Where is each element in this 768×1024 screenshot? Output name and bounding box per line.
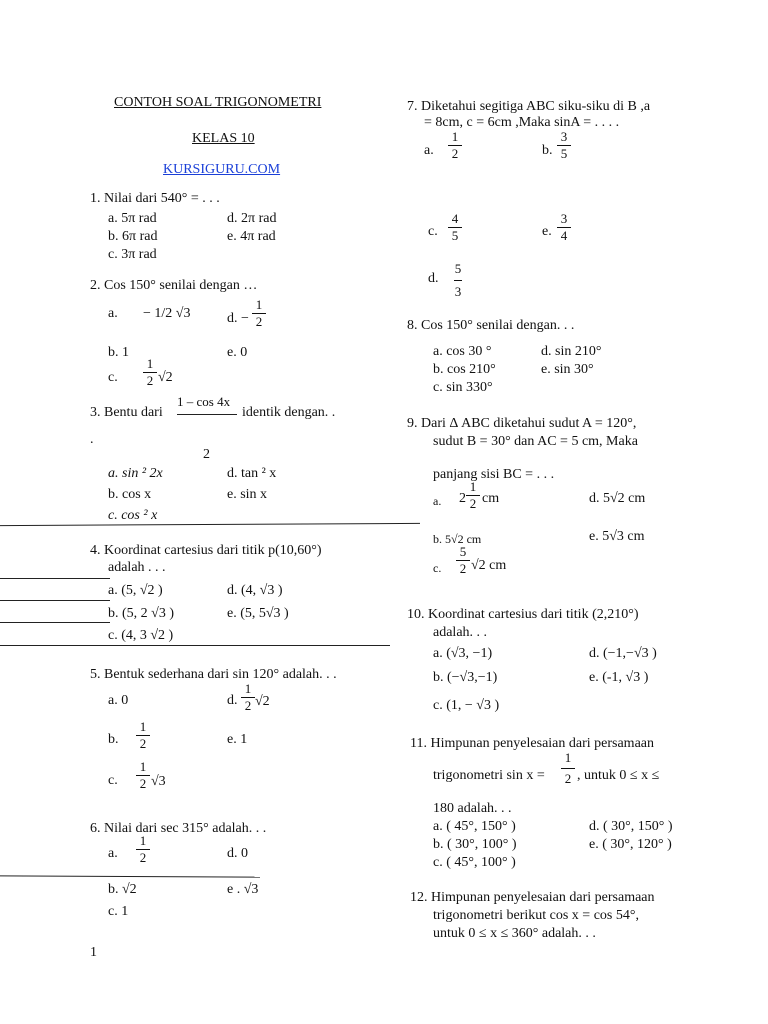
q10-option-d: d. (−1,−√3 ) (589, 646, 657, 661)
q9-option-c-label: c. (433, 561, 442, 575)
q10-option-a: a. (√3, −1) (433, 646, 493, 661)
question-3-stem: 3. Bentu dari (90, 405, 163, 420)
fraction-denominator: 2 (459, 561, 467, 576)
q8-option-d: d. sin 210° (541, 344, 602, 359)
q7-option-c-fraction (448, 212, 462, 243)
q9-option-a-unit: cm (482, 491, 500, 506)
question-4-stem-line2: adalah . . . (108, 560, 166, 575)
q11-fraction (561, 749, 575, 788)
q6-option-b: b. √2 (108, 882, 137, 897)
q5-option-b-label: b. (108, 732, 119, 747)
q5-option-a: a. 0 (108, 693, 129, 708)
q7-option-d-fraction (451, 260, 465, 301)
question-8-stem: 8. Cos 150° senilai dengan. . . (407, 318, 575, 333)
fraction-numerator: 5 (454, 261, 462, 276)
q3-option-b: b. cos x (108, 487, 152, 502)
question-11-stem: 11. Himpunan penyelesaian dari persamaan (410, 736, 655, 751)
q9-option-a-whole: 2 (459, 491, 466, 506)
scan-line (0, 578, 110, 579)
q8-option-a: a. cos 30 ° (433, 344, 492, 359)
q5-option-d-root: √2 (255, 694, 270, 709)
fraction-numerator: 1 (139, 833, 147, 848)
fraction-numerator: 5 (459, 544, 467, 559)
q3-expression-numerator: 1 – cos 4x (177, 394, 231, 409)
q3-expression-denominator: 2 (203, 447, 210, 462)
q6-option-d: d. 0 (227, 846, 248, 861)
q6-option-a-fraction (136, 834, 150, 865)
q5-option-c-root: √3 (151, 774, 166, 789)
fraction-denominator: 2 (564, 771, 572, 786)
scan-line (0, 600, 110, 601)
q9-option-d: d. 5√2 cm (589, 491, 646, 506)
question-3-stem-end: identik dengan. . (242, 405, 336, 420)
question-11-stem-line3: 180 adalah. . . (433, 801, 512, 816)
q11-option-b: b. ( 30°, 100° ) (433, 837, 517, 852)
q7-option-d-label: d. (428, 271, 439, 286)
q5-option-c-label: c. (108, 773, 118, 788)
q8-option-b: b. cos 210° (433, 362, 496, 377)
scan-line (0, 645, 390, 646)
q2-option-b: b. 1 (108, 345, 129, 360)
q11-option-a: a. ( 45°, 150° ) (433, 819, 516, 834)
question-9-stem-line3: panjang sisi BC = . . . (433, 467, 555, 482)
q7-option-a-label: a. (424, 143, 434, 158)
fraction-denominator: 2 (139, 776, 147, 791)
q4-option-c: c. (4, 3 √2 ) (108, 628, 174, 643)
q4-option-b: b. (5, 2 √3 ) (108, 606, 175, 621)
scan-line (0, 622, 110, 623)
q9-option-b: b. 5√2 cm (433, 532, 482, 546)
q11-option-c: c. ( 45°, 100° ) (433, 855, 516, 870)
q2-option-c-root: √2 (158, 370, 173, 385)
fraction-denominator: 2 (244, 698, 252, 713)
q3-fraction-bar (177, 414, 237, 415)
fraction-numerator: 3 (560, 211, 568, 226)
q1-option-e: e. 4π rad (227, 229, 276, 244)
question-5-stem: 5. Bentuk sederhana dari sin 120° adalah. . . (90, 667, 337, 682)
question-11-stem-line2: trigonometri sin x = (433, 768, 545, 783)
q5-option-c-fraction (136, 760, 150, 791)
fraction-denominator: 4 (560, 228, 568, 243)
q9-option-e: e. 5√3 cm (589, 529, 645, 544)
q3-option-a: a. sin ² 2x (108, 466, 163, 481)
q2-option-c-fraction (143, 357, 157, 388)
q2-option-e: e. 0 (227, 345, 248, 360)
q6-option-a-label: a. (108, 846, 118, 861)
q2-option-c-label: c. (108, 370, 118, 385)
fraction-numerator: 4 (451, 211, 459, 226)
q7-option-c-label: c. (428, 224, 438, 239)
q5-option-d-fraction (241, 682, 255, 713)
fraction-denominator: 2 (146, 373, 154, 388)
question-1-stem: 1. Nilai dari 540° = . . . (90, 191, 220, 206)
q2-option-d-fraction (252, 298, 266, 329)
q9-option-c-fraction (456, 545, 470, 576)
q4-option-e: e. (5, 5√3 ) (227, 606, 289, 621)
grade-label: KELAS 10 (192, 131, 255, 146)
q2-option-d-label: d. − (227, 311, 249, 326)
fraction-numerator: 1 (451, 129, 459, 144)
fraction-denominator: 2 (139, 850, 147, 865)
q7-option-b-fraction (557, 130, 571, 161)
fraction-denominator: 5 (560, 146, 568, 161)
q2-option-a-label: a. (108, 306, 118, 321)
fraction-numerator: 1 (139, 719, 147, 734)
question-6-stem: 6. Nilai dari sec 315° adalah. . . (90, 821, 267, 836)
question-9-stem: 9. Dari Δ ABC diketahui sudut A = 120°, (407, 416, 637, 431)
question-12-stem-line2: trigonometri berikut cos x = cos 54°, (433, 908, 639, 923)
fraction-denominator: 2 (469, 496, 477, 511)
q7-option-e-fraction (557, 212, 571, 243)
fraction-numerator: 1 (255, 297, 263, 312)
q6-option-c: c. 1 (108, 904, 129, 919)
q6-option-e: e . √3 (227, 882, 259, 897)
q5-option-e: e. 1 (227, 732, 248, 747)
q8-option-e: e. sin 30° (541, 362, 594, 377)
question-7-stem-line2: = 8cm, c = 6cm ,Maka sinA = . . . . (424, 115, 620, 130)
q5-option-d-label: d. (227, 693, 238, 708)
q1-option-d: d. 2π rad (227, 211, 277, 226)
scan-line (0, 523, 420, 526)
site-link[interactable]: KURSIGURU.COM (163, 162, 281, 177)
question-7-stem: 7. Diketahui segitiga ABC siku-siku di B ,a (407, 99, 651, 114)
q4-option-a: a. (5, √2 ) (108, 583, 163, 598)
q5-option-b-fraction (136, 720, 150, 751)
q8-option-c: c. sin 330° (433, 380, 493, 395)
q9-option-a-label: a. (433, 494, 442, 508)
q7-option-b-label: b. (542, 143, 553, 158)
fraction-numerator: 1 (564, 750, 572, 765)
q11-option-d: d. ( 30°, 150° ) (589, 819, 673, 834)
q3-option-d: d. tan ² x (227, 466, 277, 481)
question-2-stem: 2. Cos 150° senilai dengan … (90, 278, 258, 293)
q2-option-a-value: − 1/2 √3 (143, 306, 191, 321)
scan-line (0, 875, 260, 877)
fraction-numerator: 1 (146, 356, 154, 371)
question-4-stem: 4. Koordinat cartesius dari titik p(10,60°) (90, 543, 322, 558)
fraction-denominator: 2 (139, 736, 147, 751)
q10-option-c: c. (1, − √3 ) (433, 698, 500, 713)
question-9-stem-line2: sudut B = 30° dan AC = 5 cm, Maka (433, 434, 638, 449)
fraction-numerator: 1 (469, 479, 477, 494)
q7-option-a-fraction (448, 130, 462, 161)
q1-option-c: c. 3π rad (108, 247, 157, 262)
q11-option-e: e. ( 30°, 120° ) (589, 837, 672, 852)
question-10-stem-line2: adalah. . . (433, 625, 488, 640)
q3-option-c: c. cos ² x (108, 508, 158, 523)
question-12-stem-line3: untuk 0 ≤ x ≤ 360° adalah. . . (433, 926, 596, 941)
fraction-denominator: 2 (255, 314, 263, 329)
q10-option-b: b. (−√3,−1) (433, 670, 498, 685)
question-10-stem: 10. Koordinat cartesius dari titik (2,210°) (407, 607, 639, 622)
q9-option-a-fraction (466, 480, 480, 511)
q9-option-c-root: √2 cm (471, 558, 507, 573)
q3-option-e: e. sin x (227, 487, 268, 502)
fraction-numerator: 1 (244, 681, 252, 696)
q4-option-d: d. (4, √3 ) (227, 583, 283, 598)
q1-option-b: b. 6π rad (108, 229, 158, 244)
fraction-numerator: 3 (560, 129, 568, 144)
q1-option-a: a. 5π rad (108, 211, 157, 226)
fraction-denominator: 3 (454, 284, 462, 299)
question-11-stem-line2-end: , untuk 0 ≤ x ≤ (577, 768, 660, 783)
q7-option-e-label: e. (542, 224, 552, 239)
page-number: 1 (90, 945, 97, 960)
q10-option-e: e. (-1, √3 ) (589, 670, 649, 685)
fraction-numerator: 1 (139, 759, 147, 774)
q3-continuation: . (90, 432, 94, 447)
question-12-stem: 12. Himpunan penyelesaian dari persamaan (410, 890, 655, 905)
fraction-denominator: 5 (451, 228, 459, 243)
document-title: CONTOH SOAL TRIGONOMETRI (114, 95, 322, 110)
fraction-denominator: 2 (451, 146, 459, 161)
